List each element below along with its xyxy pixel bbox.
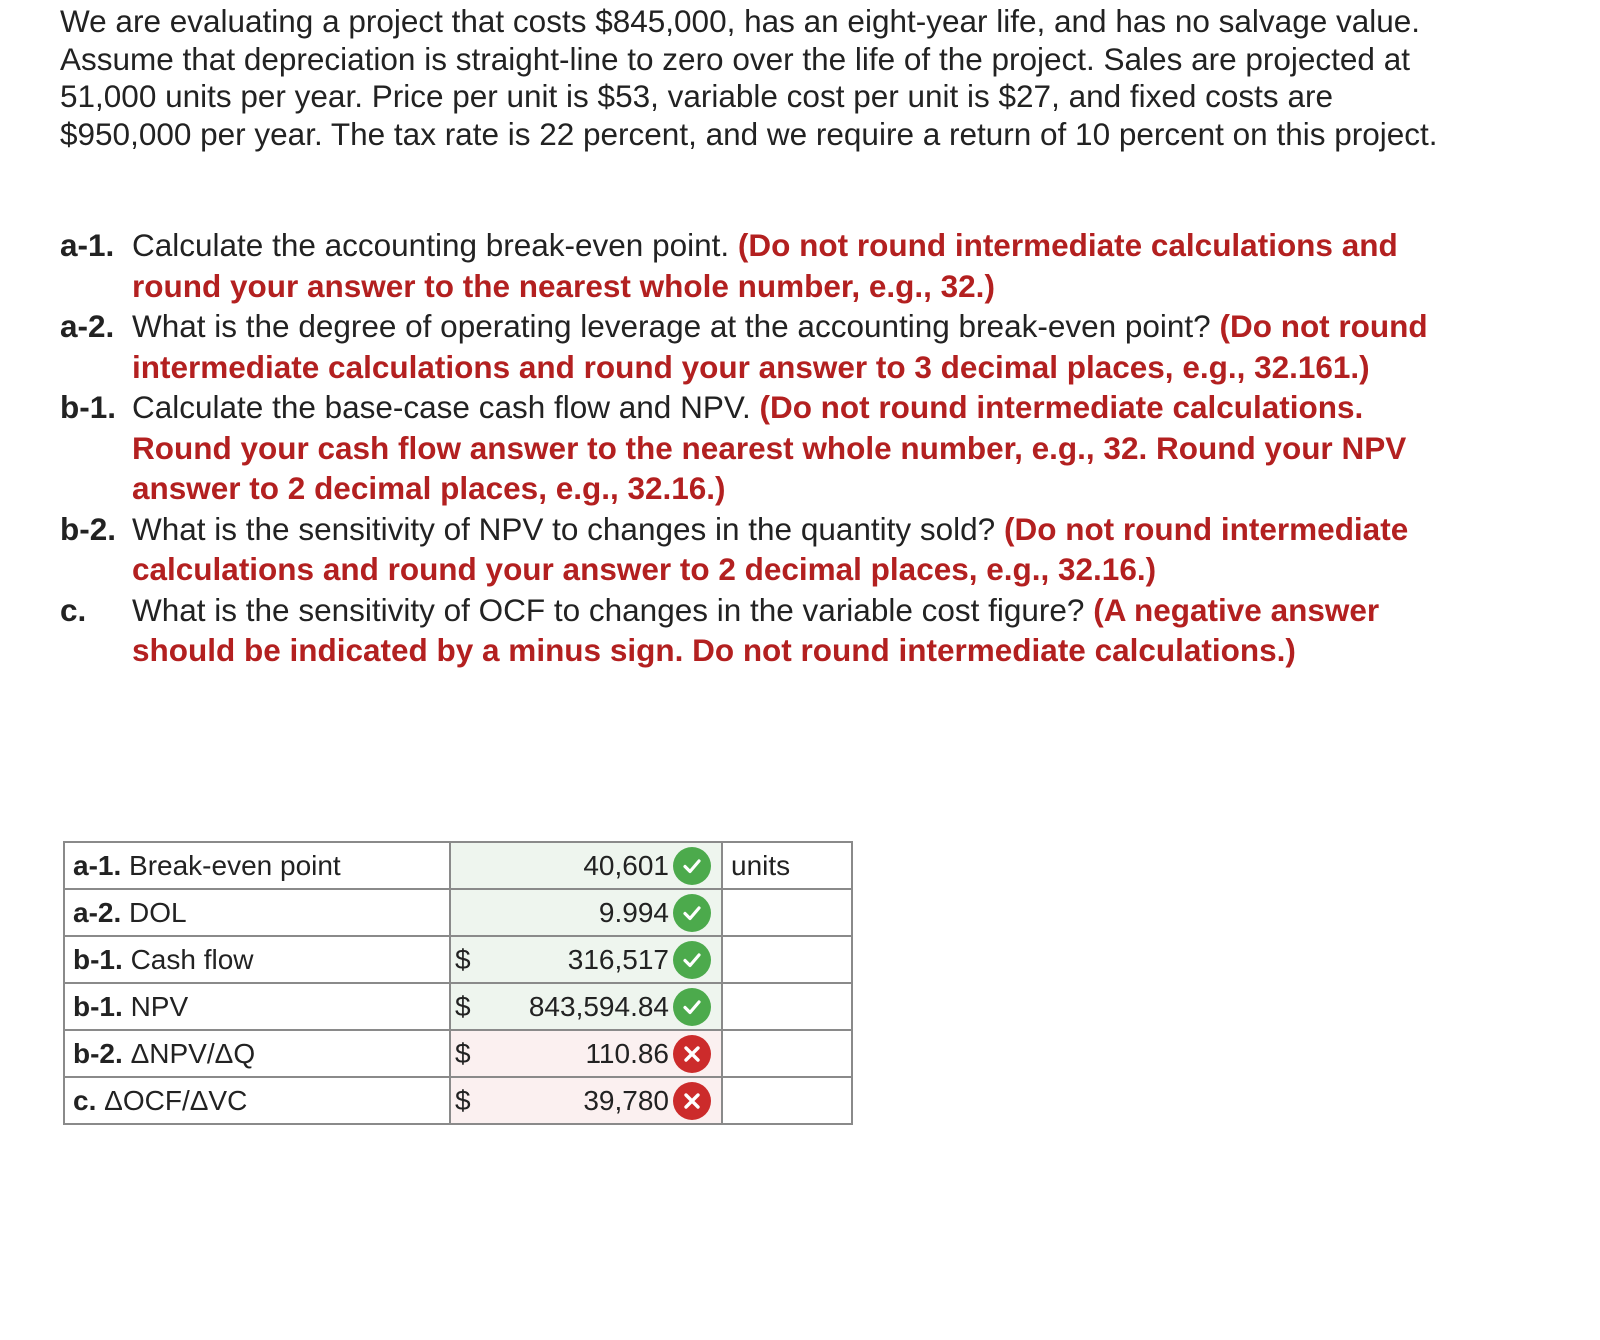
answer-value: 316,517: [567, 943, 669, 975]
part-a2: [60, 306, 1460, 387]
answer-input-cell[interactable]: [450, 842, 722, 889]
answer-row: [64, 983, 852, 1030]
part-b1: [60, 387, 1460, 509]
answer-row: [64, 889, 852, 936]
part-text: [132, 306, 1460, 387]
part-text: [132, 590, 1460, 671]
part-text: [132, 509, 1460, 590]
part-b2: [60, 509, 1460, 590]
question-parts: [60, 225, 1460, 671]
part-label: c.: [60, 591, 87, 628]
answer-input-cell[interactable]: [450, 1077, 722, 1124]
part-label: b-2.: [60, 510, 117, 547]
answer-row: [64, 842, 852, 889]
answer-input-cell[interactable]: [450, 936, 722, 983]
answer-unit: [722, 889, 852, 936]
problem-statement: We are evaluating a project that costs $845,000, has an eight-year life, and has no salvage value. Assume that depreciation is straight-line to zero over the life of the project. Sales are projected at 51,000 units per year. Price per unit is $53, variable cost per unit is $27, and fixed costs are $950,000 per year. The tax rate is 22 percent, and we require a return of 10 percent on this project.: [60, 3, 1438, 152]
check-circle-icon: [673, 941, 711, 979]
answer-label-cell: [64, 889, 450, 936]
part-text: [132, 387, 1460, 509]
part-instruction: (Do not round intermediate calculations and round your answer to 3 decimal places, e.g., 32.161.): [132, 308, 1428, 385]
answer-input[interactable]: [451, 1078, 721, 1123]
answer-input[interactable]: [451, 984, 721, 1029]
part-question: What is the sensitivity of NPV to changes in the quantity sold?: [132, 510, 1004, 547]
answer-unit: [722, 1030, 852, 1077]
answer-code: b-1.: [73, 943, 123, 975]
answer-row: [64, 1030, 852, 1077]
check-circle-icon: [673, 847, 711, 885]
part-label: b-1.: [60, 389, 117, 425]
part-instruction: (Do not round intermediate calculations and round your answer to 2 decimal places, e.g., 32.16.): [132, 510, 1409, 587]
answer-input-cell[interactable]: [450, 1030, 722, 1077]
answer-code: c.: [73, 1084, 97, 1116]
answer-input[interactable]: [451, 1031, 721, 1076]
answer-name: Break-even point: [129, 849, 341, 881]
part-question: What is the sensitivity of OCF to changes in the variable cost figure?: [132, 591, 1094, 628]
part-instruction: (A negative answer should be indicated by a minus sign. Do not round intermediate calculations.): [132, 591, 1380, 668]
answer-name: Cash flow: [130, 943, 254, 975]
answer-name: ΔOCF/ΔVC: [104, 1084, 248, 1116]
part-question: What is the degree of operating leverage at the accounting break-even point?: [132, 308, 1220, 344]
answer-value: 843,594.84: [528, 990, 669, 1022]
currency-symbol: $: [455, 1037, 471, 1069]
answer-unit: [722, 983, 852, 1030]
answer-label-cell: [64, 983, 450, 1030]
answer-label-cell: [64, 936, 450, 983]
x-circle-icon: [673, 1082, 711, 1120]
answer-value: 40,601: [583, 849, 669, 881]
answer-value: 9.994: [598, 896, 669, 928]
answer-unit: [722, 936, 852, 983]
currency-symbol: $: [455, 1084, 471, 1116]
answer-input-cell[interactable]: [450, 889, 722, 936]
check-circle-icon: [673, 988, 711, 1026]
part-text: [132, 225, 1460, 306]
currency-symbol: $: [455, 943, 471, 975]
answer-code: b-2.: [73, 1037, 123, 1069]
answer-name: DOL: [129, 896, 187, 928]
check-circle-icon: [673, 894, 711, 932]
part-c: [60, 590, 1460, 671]
answer-input[interactable]: [451, 890, 721, 935]
answer-unit: [722, 1077, 852, 1124]
answer-code: a-1.: [73, 849, 122, 881]
answer-code: a-2.: [73, 896, 122, 928]
answer-input[interactable]: [451, 937, 721, 982]
answer-row: [64, 936, 852, 983]
answer-table: [63, 841, 853, 1125]
answer-unit: units: [722, 842, 852, 889]
answer-code: b-1.: [73, 990, 123, 1022]
part-a1: [60, 225, 1460, 306]
answer-input[interactable]: [451, 843, 721, 888]
part-instruction: (Do not round intermediate calculations and round your answer to the nearest whole number, e.g., 32.): [132, 227, 1398, 304]
part-label: a-2.: [60, 308, 115, 344]
currency-symbol: $: [455, 990, 471, 1022]
answer-label-cell: [64, 1077, 450, 1124]
answer-name: NPV: [130, 990, 189, 1022]
answer-value: 39,780: [583, 1084, 669, 1116]
answer-input-cell[interactable]: [450, 983, 722, 1030]
part-label: a-1.: [60, 227, 115, 263]
answer-name: ΔNPV/ΔQ: [130, 1037, 256, 1069]
part-question: Calculate the base-case cash flow and NPV.: [132, 389, 760, 425]
answer-label-cell: [64, 842, 450, 889]
answer-value: 110.86: [585, 1037, 669, 1069]
part-instruction: (Do not round intermediate calculations. Round your cash flow answer to the nearest whole number, e.g., 32. Round your NPV answer to 2 decimal places, e.g., 32.16.): [132, 389, 1407, 506]
part-question: Calculate the accounting break-even point.: [132, 227, 738, 263]
x-circle-icon: [673, 1035, 711, 1073]
answer-row: [64, 1077, 852, 1124]
answer-label-cell: [64, 1030, 450, 1077]
